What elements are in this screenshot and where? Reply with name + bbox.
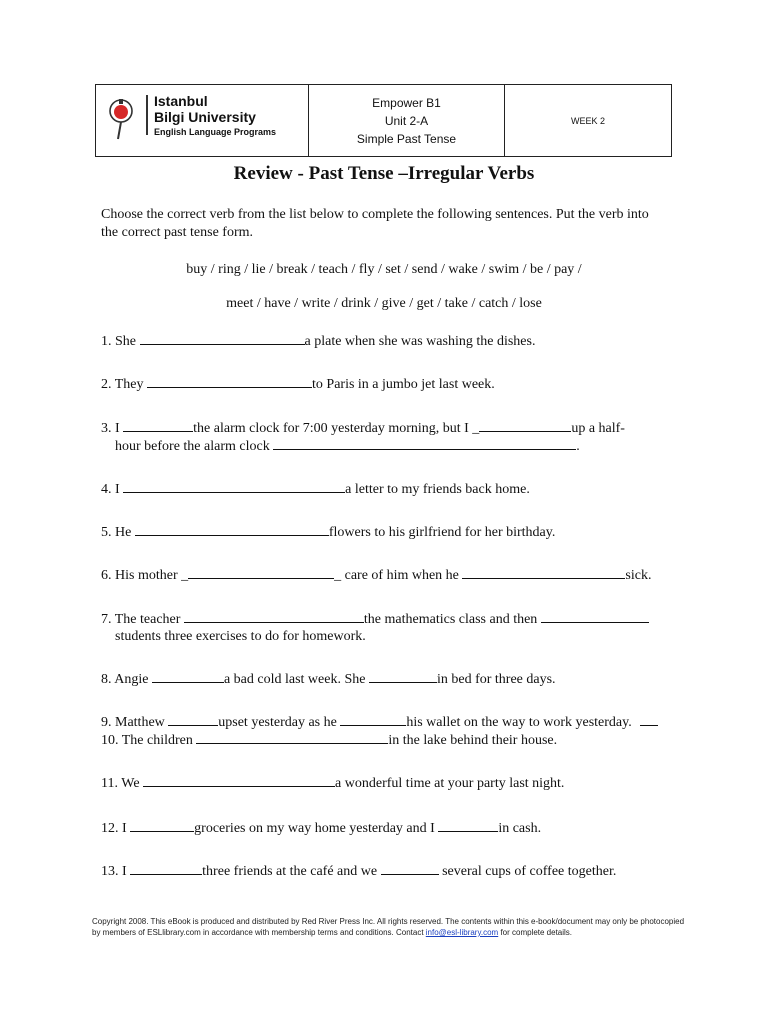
question-5 [101, 523, 555, 541]
answer-blank[interactable] [147, 375, 312, 388]
question-continuation [101, 437, 625, 455]
question-text: hour before the alarm clock [115, 439, 274, 454]
question-text: a plate when she was washing the dishes. [304, 334, 536, 349]
question-text: in the lake behind their house. [388, 733, 558, 748]
answer-blank[interactable] [541, 610, 649, 623]
question-4 [101, 480, 530, 498]
question-text: 4. I [101, 482, 124, 497]
answer-blank[interactable] [369, 670, 437, 683]
question-text: 3. I [101, 421, 124, 436]
answer-blank[interactable] [168, 713, 218, 726]
question-1 [101, 332, 535, 350]
question-text: three friends at the café and we [202, 864, 381, 879]
question-text: 11. We [101, 776, 144, 791]
course-topic: Simple Past Tense [356, 131, 457, 146]
logo-line-1: Istanbul [154, 93, 208, 109]
question-text: 13. I [101, 864, 131, 879]
question-7 [101, 610, 649, 645]
header-table [95, 84, 672, 157]
question-text: 12. I [101, 821, 131, 836]
answer-blank[interactable] [640, 713, 658, 726]
answer-blank[interactable] [123, 419, 193, 432]
question-text: flowers to his girlfriend for her birthday. [328, 525, 556, 540]
logo-text [154, 93, 276, 139]
answer-blank[interactable] [273, 437, 576, 450]
footer-text-end: for complete details. [498, 928, 573, 937]
answer-blank[interactable] [188, 566, 334, 579]
answer-blank[interactable] [340, 713, 406, 726]
answer-blank[interactable] [479, 419, 571, 432]
question-11 [101, 774, 564, 792]
question-text: sick. [625, 568, 652, 583]
answer-blank[interactable] [130, 862, 202, 875]
question-text: the mathematics class and then [363, 612, 541, 627]
word-list-line-2: meet / have / write / drink / give / get / take / catch / lose [226, 296, 542, 311]
course-name: Empower B1 [372, 95, 441, 110]
question-text: 1. She [101, 334, 140, 349]
question-text: several cups of coffee together. [438, 864, 617, 879]
question-text: 9. Matthew [101, 715, 169, 730]
answer-blank[interactable] [123, 480, 345, 493]
answer-blank[interactable] [152, 670, 224, 683]
question-text: 5. He [101, 525, 135, 540]
question-text: groceries on my way home yesterday and I [194, 821, 439, 836]
course-info [309, 85, 505, 156]
course-unit: Unit 2-A [384, 113, 429, 128]
question-2 [101, 375, 495, 393]
word-list-line-1: buy / ring / lie / break / teach / fly / set / send / wake / swim / be / pay / [186, 262, 582, 277]
worksheet-title: Review - Past Tense –Irregular Verbs [233, 163, 535, 184]
question-text: 2. They [101, 377, 148, 392]
question-6 [101, 566, 651, 584]
question-text: to Paris in a jumbo jet last week. [312, 377, 495, 392]
question-text: 10. The children [101, 733, 197, 748]
question-text: in cash. [498, 821, 542, 836]
question-text: a bad cold last week. She [223, 672, 369, 687]
answer-blank[interactable] [143, 774, 335, 787]
question-text: upset yesterday as he [218, 715, 341, 730]
footer-text: Copyright 2008. This eBook is produced and distributed by Red River Press Inc. All rights reserved. The contents within this e-book/document may only be photocopied by members of ESLlibrary.com in accordance with membership terms and conditions. Contact [92, 917, 685, 937]
answer-blank[interactable] [135, 523, 329, 536]
question-text: up a half- [571, 421, 625, 436]
question-text: 6. His mother _ [101, 568, 189, 583]
question-text: . [576, 439, 580, 454]
question-8 [101, 670, 556, 688]
question-text: in bed for three days. [436, 672, 556, 687]
question-13 [101, 862, 616, 880]
answer-blank[interactable] [462, 566, 625, 579]
answer-blank[interactable] [140, 332, 305, 345]
copyright-footer [92, 916, 692, 938]
answer-blank[interactable] [130, 819, 194, 832]
question-text: his wallet on the way to work yesterday. [406, 715, 632, 730]
question-continuation: students three exercises to do for homework. [115, 629, 366, 644]
instructions: Choose the correct verb from the list below to complete the following sentences. Put the verb into the correct past tense form. [101, 207, 649, 240]
question-text: a letter to my friends back home. [345, 482, 530, 497]
university-logo [96, 85, 309, 156]
logo-line-2: Bilgi University [154, 109, 256, 125]
week-label: WEEK 2 [570, 115, 605, 126]
question-text: a wonderful time at your party last night. [335, 776, 565, 791]
contact-email-link[interactable]: info@esl-library.com [425, 928, 499, 937]
question-text: 7. The teacher [101, 612, 184, 627]
question-3 [101, 419, 625, 455]
answer-blank[interactable] [438, 819, 498, 832]
question-text: _ care of him when he [334, 568, 463, 583]
question-text: 8. Angie [101, 672, 152, 687]
question-9 [101, 713, 658, 731]
question-10 [101, 731, 557, 749]
answer-blank[interactable] [196, 731, 388, 744]
question-12 [101, 819, 541, 837]
logo-line-3: English Language Programs [154, 127, 277, 137]
question-text: the alarm clock for 7:00 yesterday morning, but I _ [193, 421, 480, 436]
answer-blank[interactable] [381, 862, 439, 875]
answer-blank[interactable] [184, 610, 364, 623]
logo-divider [146, 95, 148, 135]
bilgi-emblem-icon [106, 91, 136, 147]
